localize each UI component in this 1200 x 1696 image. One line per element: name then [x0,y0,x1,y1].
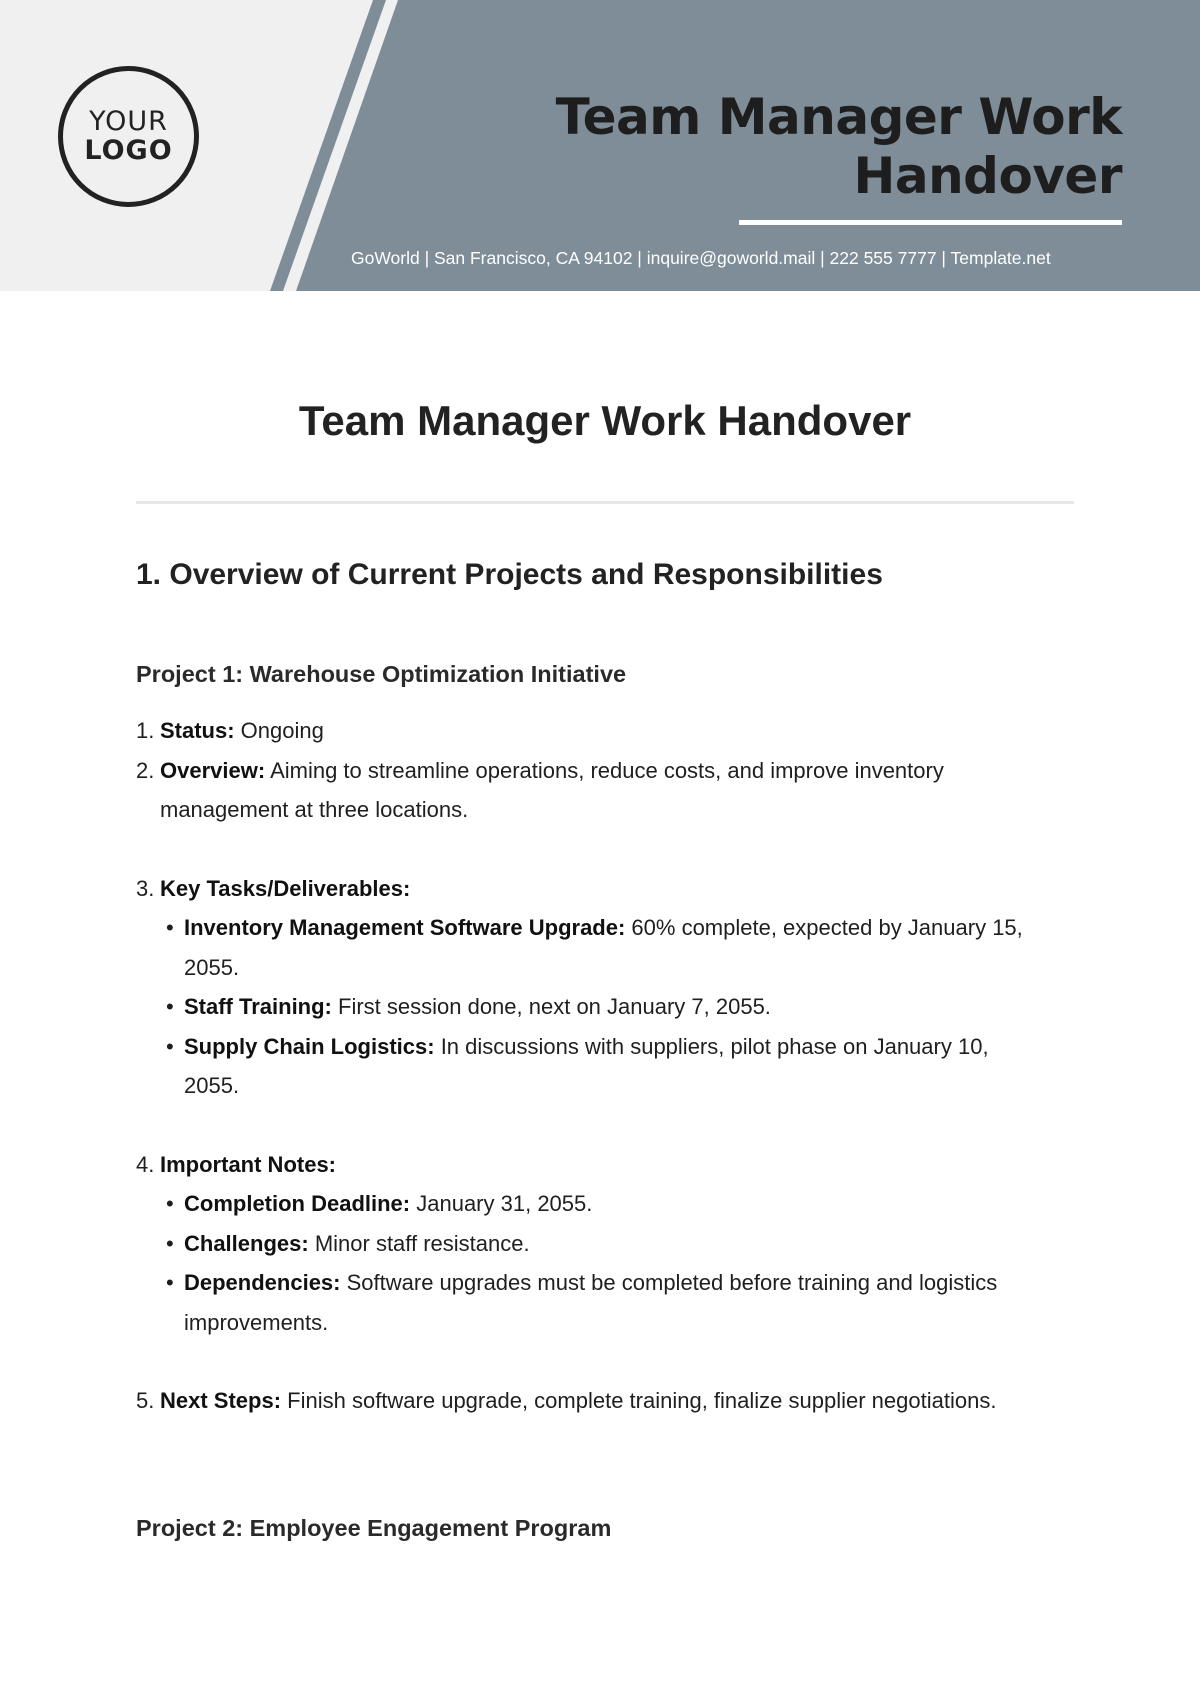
list-item-overview [136,751,1036,830]
bullet-icon: • [166,1191,174,1216]
item-label: Important Notes: [160,1151,336,1177]
header-underline [739,220,1122,225]
bullet-icon: • [166,994,174,1019]
sub-item-label: Completion Deadline: [184,1191,411,1216]
sub-item-staff-training [136,987,1036,1027]
logo-text-your: YOUR [89,106,168,138]
sub-item-completion-deadline [136,1184,1036,1224]
document-title: Team Manager Work Handover [298,397,912,444]
header-banner [0,0,1200,291]
item-label: Overview: [160,757,266,783]
list-item-status [136,711,1036,751]
bullet-icon: • [166,1033,174,1059]
list-number: 4. [136,1151,155,1177]
sub-item-label: Supply Chain Logistics: [184,1033,435,1059]
project-1-details [136,711,1036,1421]
sub-item-text: First session done, next on January 7, 2055. [331,994,771,1019]
list-item-important-notes [136,1145,1036,1185]
sub-item-challenges [136,1224,1036,1264]
item-label: Status: [160,718,235,743]
item-text: Finish software upgrade, complete training, finalize supplier negotiations. [281,1388,997,1413]
contact-info: GoWorld | San Francisco, CA 94102 | inquire@goworld.mail | 222 555 7777 | Template.net [351,248,1051,268]
section-heading-overview: 1. Overview of Current Projects and Responsibilities [136,558,883,591]
sub-item-text: Software upgrades must be completed before training and logistics improvements. [184,1270,998,1335]
logo [58,66,199,207]
sub-item-label: Challenges: [184,1230,309,1256]
list-number: 1. [136,718,155,743]
item-label: Next Steps: [160,1388,282,1413]
project-2-heading: Project 2: Employee Engagement Program [136,1515,612,1541]
list-item-key-tasks [136,869,1036,909]
sub-item-text: Minor staff resistance. [308,1230,530,1256]
bullet-icon: • [166,915,174,940]
title-divider [136,501,1074,504]
sub-item-software-upgrade [136,908,1036,987]
list-number: 3. [136,875,155,901]
sub-item-supply-chain [136,1027,1036,1106]
sub-item-label: Staff Training: [184,994,332,1019]
sub-item-dependencies [136,1263,1036,1342]
sub-item-text: In discussions with suppliers, pilot phase on January 10, 2055. [184,1033,989,1098]
item-text: Aiming to streamline operations, reduce costs, and improve inventory management at three locations. [160,757,944,822]
bullet-icon: • [166,1270,174,1295]
item-label: Key Tasks/Deliverables: [160,875,411,901]
list-number: 2. [136,757,155,783]
sub-item-label: Inventory Management Software Upgrade: [184,915,626,940]
sub-item-label: Dependencies: [184,1270,341,1295]
bullet-icon: • [166,1230,174,1256]
project-1-heading: Project 1: Warehouse Optimization Initiative [136,661,627,687]
logo-text-logo: LOGO [84,134,173,166]
sub-item-text: 60% complete, expected by January 15, 2055. [184,915,1023,980]
list-number: 5. [136,1388,155,1413]
list-item-next-steps [136,1381,1036,1421]
sub-item-text: January 31, 2055. [410,1191,593,1216]
item-text: Ongoing [234,718,324,743]
header-title: Team Manager Work Handover [555,88,1122,205]
